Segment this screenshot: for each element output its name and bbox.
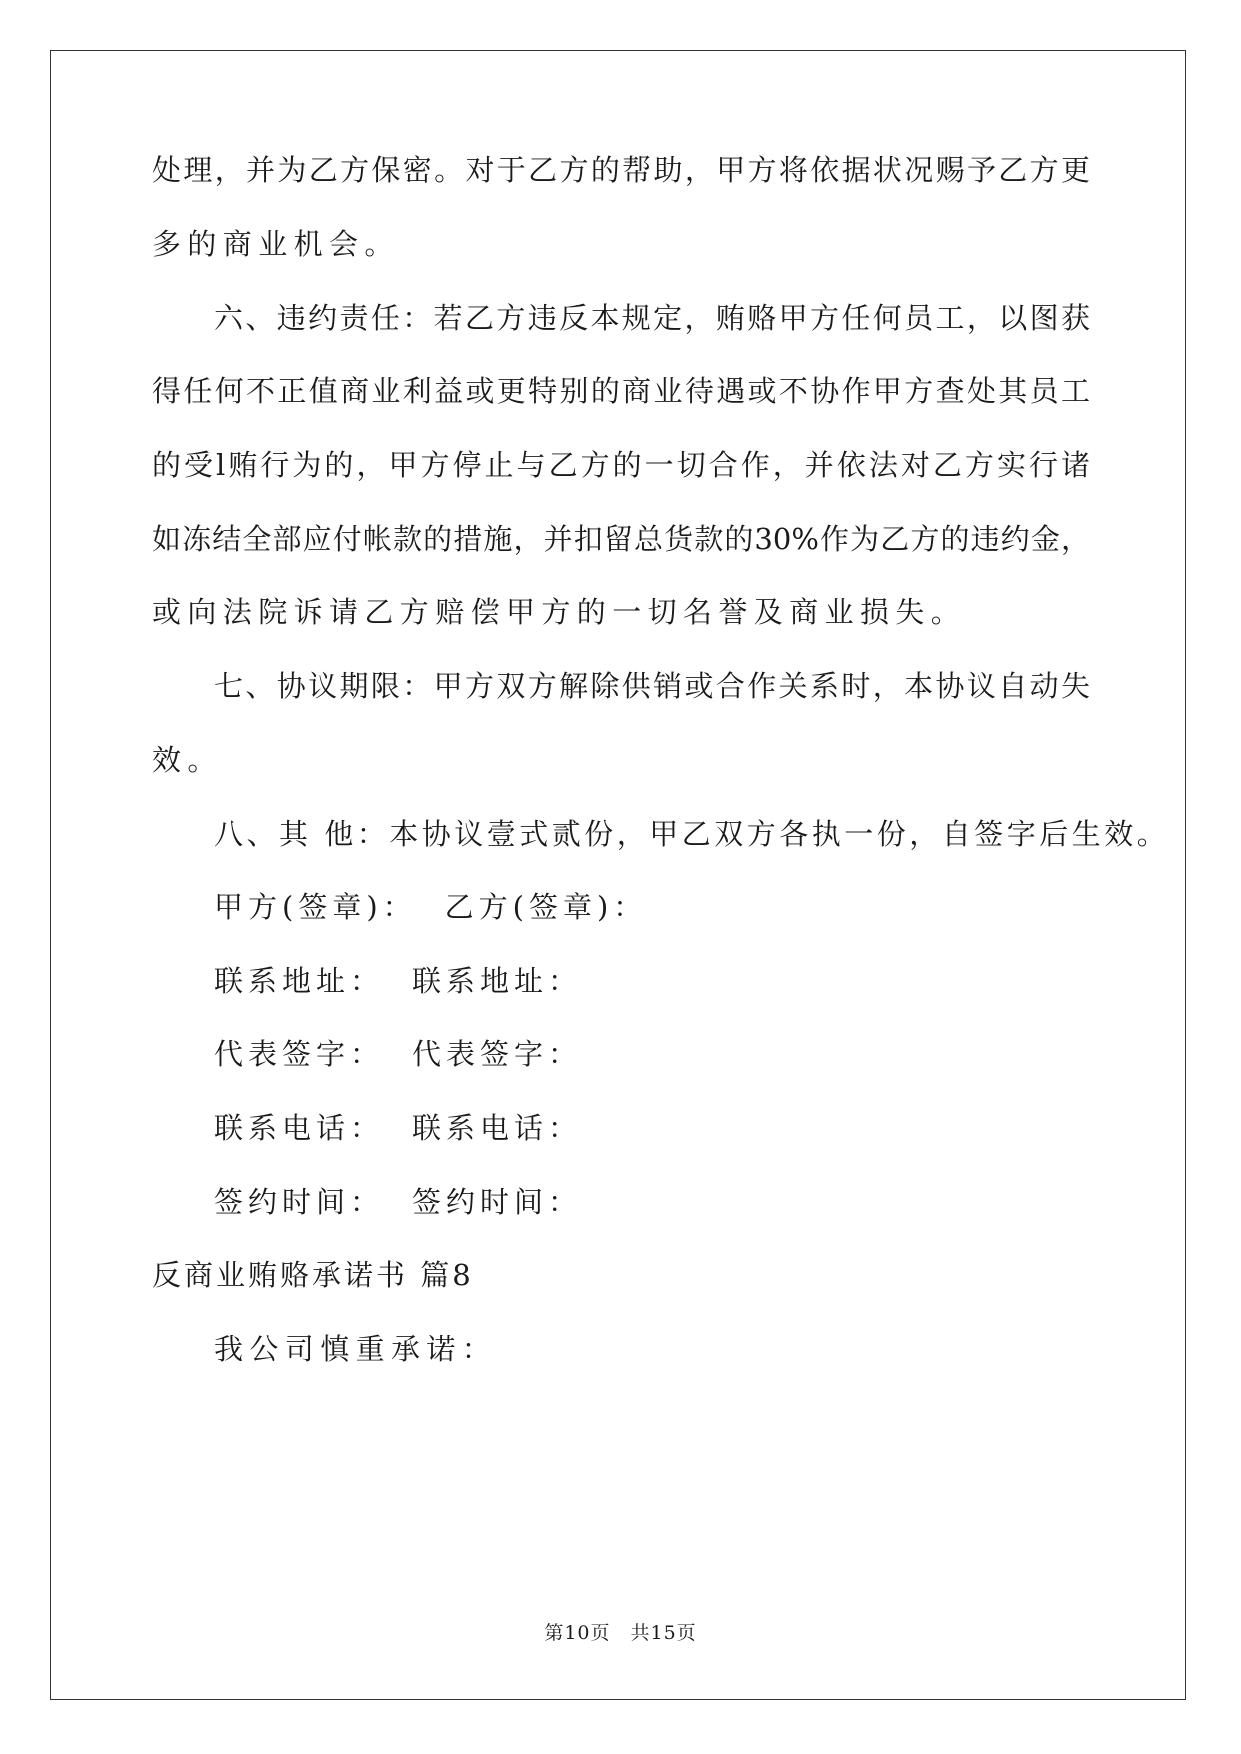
clause-seven-line-1: 七、协议期限：甲方双方解除供销或合作关系时，本协议自动失	[214, 669, 1090, 703]
party-b-seal-label: 乙方(签章)：	[444, 890, 648, 924]
signature-row-date	[214, 1182, 582, 1222]
paragraph-line-2: 多的商业机会。	[152, 227, 400, 261]
party-a-date-label: 签约时间：	[214, 1185, 385, 1219]
clause-six-line-2: 得任何不正值商业利益或更特别的商业待遇或不协作甲方查处其员工	[152, 374, 1090, 408]
party-a-representative-label: 代表签字：	[214, 1037, 385, 1071]
party-a-seal-label: 甲方(签章)：	[214, 890, 417, 924]
clause-six-line-5: 或向法院诉请乙方赔偿甲方的一切名誉及商业损失。	[152, 595, 967, 629]
commitment-intro: 我公司慎重承诺：	[214, 1332, 498, 1366]
page-number: 第10页	[544, 1622, 611, 1644]
page-footer	[0, 1618, 1241, 1645]
paragraph-line-1: 处理，并为乙方保密。对于乙方的帮助，甲方将依据状况赐予乙方更	[152, 153, 1090, 187]
signature-row-seal	[214, 887, 647, 927]
page-total: 共15页	[630, 1622, 697, 1644]
signature-row-address	[214, 961, 582, 1001]
party-b-representative-label: 代表签字：	[412, 1037, 583, 1071]
clause-seven-line-2: 效。	[152, 743, 223, 777]
clause-eight: 八、其 他：本协议壹式贰份，甲乙双方各执一份，自签字后生效。	[214, 817, 1170, 851]
signature-row-representative	[214, 1034, 582, 1074]
party-b-phone-label: 联系电话：	[412, 1111, 583, 1145]
party-b-date-label: 签约时间：	[412, 1185, 583, 1219]
party-b-address-label: 联系地址：	[412, 964, 583, 998]
party-a-phone-label: 联系电话：	[214, 1111, 385, 1145]
clause-six-line-4: 如冻结全部应付帐款的措施，并扣留总货款的30%作为乙方的违约金，	[152, 522, 1090, 556]
party-a-address-label: 联系地址：	[214, 964, 385, 998]
section-heading: 反商业贿赂承诺书 篇8	[152, 1258, 474, 1292]
clause-six-line-3: 的受l贿行为的，甲方停止与乙方的一切合作，并依法对乙方实行诸	[152, 448, 1090, 482]
signature-row-phone	[214, 1108, 582, 1148]
clause-six-line-1: 六、违约责任：若乙方违反本规定，贿赂甲方任何员工，以图获	[214, 301, 1090, 335]
